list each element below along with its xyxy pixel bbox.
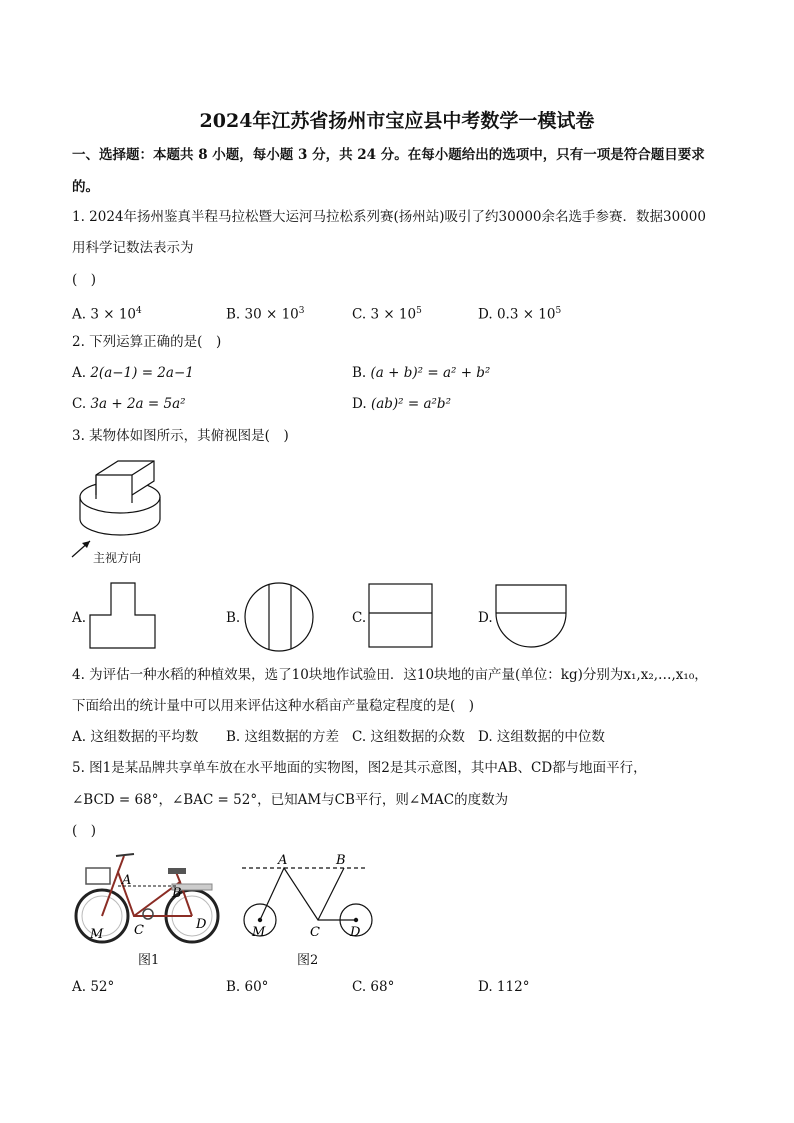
fig2-point-b: B xyxy=(336,853,346,868)
fig2-point-c: C xyxy=(310,925,320,940)
page-title: 2024年江苏省扬州市宝应县中考数学一模试卷 xyxy=(199,110,595,132)
q5-option-b[interactable]: B. 60° xyxy=(226,979,269,995)
q3-option-c-figure[interactable] xyxy=(368,583,434,649)
q4-stem-line1: 4. 为评估一种水稻的种植效果，选了10块地作试验田．这10块地的亩产量(单位：kg)分别为x₁,x₂,…,x₁₀， xyxy=(72,667,708,683)
q2-option-a[interactable]: A. 2(a−1) = 2a−1 xyxy=(72,365,194,381)
q2-option-d[interactable]: D. (ab)² = a²b² xyxy=(352,396,451,412)
fig1-point-d: D xyxy=(196,917,207,932)
q5-option-a[interactable]: A. 52° xyxy=(72,979,115,995)
fig1-point-m: M xyxy=(90,927,104,942)
q1-option-a[interactable]: A. $3 \times 10^4$ xyxy=(72,306,142,323)
fig2-point-m: M xyxy=(252,925,266,940)
q3-option-b-figure[interactable] xyxy=(243,581,315,653)
q3-option-d-figure[interactable] xyxy=(494,583,568,649)
q2-option-b[interactable]: B. (a + b)² = a² + b² xyxy=(352,365,491,381)
q5-option-d[interactable]: D. 112° xyxy=(478,979,530,995)
q1-answer-paren: ( ) xyxy=(72,272,97,288)
fig1-point-a: A xyxy=(122,873,132,888)
q1-stem-line1: 1. 2024年扬州鉴真半程马拉松暨大运河马拉松系列赛(扬州站)吸引了约30000余名选手参赛．数据30000 xyxy=(72,209,706,225)
q3-option-a-figure[interactable] xyxy=(88,581,158,651)
q4-option-a[interactable]: A. 这组数据的平均数 xyxy=(72,729,199,745)
q5-answer-paren: ( ) xyxy=(72,823,97,839)
q5-stem-line2: ∠BCD = 68°，∠BAC = 52°，已知AM与CB平行，则∠MAC的度数为 xyxy=(72,792,509,808)
q3-option-b-label[interactable]: B. xyxy=(226,610,241,626)
q4-stem-line2: 下面给出的统计量中可以用来评估这种水稻亩产量稳定程度的是( ) xyxy=(72,698,475,714)
q4-option-d[interactable]: D. 这组数据的中位数 xyxy=(478,729,605,745)
fig1-caption: 图1 xyxy=(138,953,160,968)
q1-option-b[interactable]: B. $30 \times 10^3$ xyxy=(226,306,305,323)
bicycle-schematic xyxy=(240,852,380,944)
fig2-caption: 图2 xyxy=(297,953,319,968)
q5-option-c[interactable]: C. 68° xyxy=(352,979,395,995)
q3-option-c-label[interactable]: C. xyxy=(352,610,367,626)
bicycle-photo xyxy=(72,848,222,948)
q1-stem-line2: 用科学记数法表示为 xyxy=(72,240,194,256)
section-instructions-line1: 一、选择题：本题共 8 小题，每小题 3 分，共 24 分。在每小题给出的选项中，只有一项是符合题目要求 xyxy=(72,147,705,163)
q1-option-d[interactable]: D. $0.3 \times 10^5$ xyxy=(478,306,562,323)
fig1-point-b: B xyxy=(172,886,182,901)
q5-stem-line1: 5. 图1是某品牌共享单车放在水平地面的实物图，图2是其示意图，其中AB、CD都与地面平行， xyxy=(72,760,647,776)
q1-option-c[interactable]: C. $3 \times 10^5$ xyxy=(352,306,422,323)
q2-option-c[interactable]: C. 3a + 2a = 5a² xyxy=(72,396,186,412)
fig1-point-c: C xyxy=(134,923,144,938)
q3-option-d-label[interactable]: D. xyxy=(478,610,493,626)
q3-view-label: 主视方向 xyxy=(93,551,142,565)
q3-option-a-label[interactable]: A. xyxy=(72,610,87,626)
q4-option-b[interactable]: B. 这组数据的方差 xyxy=(226,729,340,745)
fig2-point-a: A xyxy=(278,853,288,868)
q4-option-c[interactable]: C. 这组数据的众数 xyxy=(352,729,465,745)
section-instructions-line2: 的。 xyxy=(72,179,99,195)
q2-stem: 2. 下列运算正确的是( ) xyxy=(72,334,222,350)
fig2-point-d: D xyxy=(350,925,361,940)
q3-stem: 3. 某物体如图所示，其俯视图是( ) xyxy=(72,428,289,444)
